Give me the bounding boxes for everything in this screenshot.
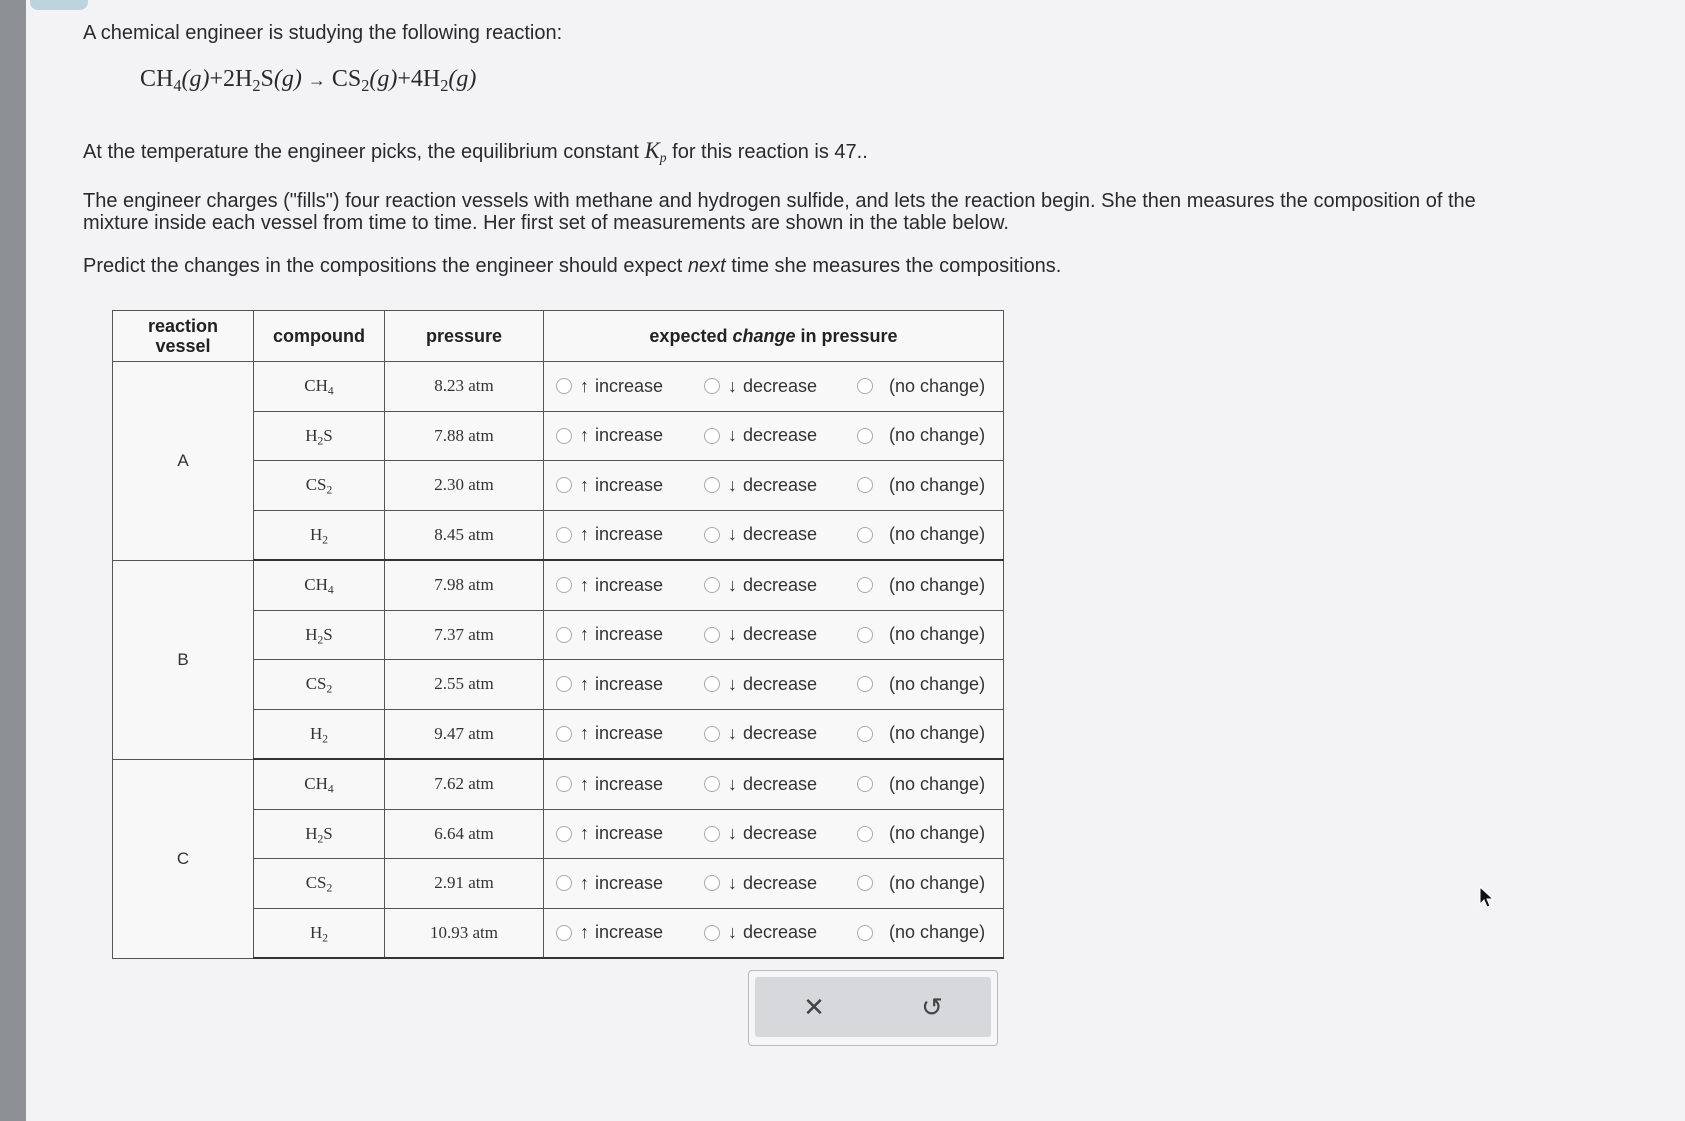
undo-icon: ↺ (921, 991, 943, 1022)
arrow-down-icon: ↓ (728, 574, 737, 595)
radio-button[interactable] (704, 726, 720, 742)
compound-cell: $H_2S$ (254, 610, 385, 660)
radio-button[interactable] (857, 477, 873, 493)
pressure-cell: 6.64 atm (385, 809, 544, 859)
header-pressure: pressure (385, 311, 544, 362)
arrow-down-icon: ↓ (728, 425, 737, 446)
decrease-option[interactable] (704, 922, 857, 943)
change-options (544, 411, 1004, 461)
arrow-up-icon: ↑ (580, 375, 589, 396)
option-label: decrease (743, 375, 818, 396)
option-label: (no change) (889, 922, 986, 943)
no-change-option[interactable] (857, 674, 987, 695)
option-label: (no change) (889, 723, 986, 744)
increase-option[interactable] (544, 674, 704, 695)
decrease-option[interactable] (704, 873, 857, 894)
vessel-label: B (113, 560, 254, 759)
radio-button[interactable] (556, 826, 572, 842)
option-label: increase (595, 624, 664, 645)
radio-button[interactable] (556, 527, 572, 543)
pressure-cell: 7.62 atm (385, 759, 544, 809)
close-icon: ✕ (803, 991, 825, 1022)
increase-option[interactable] (544, 425, 704, 446)
option-label: increase (595, 823, 664, 844)
option-label: decrease (743, 773, 818, 794)
arrow-down-icon: ↓ (728, 872, 737, 893)
option-label: increase (595, 673, 664, 694)
no-change-option[interactable] (857, 922, 987, 943)
radio-button[interactable] (857, 826, 873, 842)
no-change-option[interactable] (857, 873, 987, 894)
arrow-down-icon: ↓ (728, 723, 737, 744)
radio-button[interactable] (704, 826, 720, 842)
option-label: (no change) (889, 474, 986, 495)
compound-cell: $CH_4$ (254, 759, 385, 809)
radio-button[interactable] (857, 527, 873, 543)
answer-actions (748, 970, 998, 1046)
radio-button[interactable] (556, 676, 572, 692)
option-label: decrease (743, 474, 818, 495)
paragraph-line-1: The engineer charges ("fills") four reaction vessels with methane and hydrogen sulfide, and lets the reaction begin. She then measures the composition of the (83, 190, 1476, 212)
decrease-option[interactable] (704, 376, 857, 397)
no-change-option[interactable] (857, 475, 987, 496)
arrow-up-icon: ↑ (580, 425, 589, 446)
arrow-down-icon: ↓ (728, 375, 737, 396)
decrease-option[interactable] (704, 575, 857, 596)
option-label: decrease (743, 823, 818, 844)
radio-button[interactable] (556, 378, 572, 394)
decrease-option[interactable] (704, 524, 857, 545)
radio-button[interactable] (857, 577, 873, 593)
option-label: increase (595, 425, 664, 446)
option-label: decrease (743, 872, 818, 893)
top-tab[interactable] (30, 0, 88, 10)
pressure-cell: 2.55 atm (385, 660, 544, 710)
arrow-up-icon: ↑ (580, 624, 589, 645)
arrow-up-icon: ↑ (580, 872, 589, 893)
arrow-up-icon: ↑ (580, 823, 589, 844)
option-label: decrease (743, 673, 818, 694)
arrow-up-icon: ↑ (580, 773, 589, 794)
option-label: increase (595, 872, 664, 893)
table-row (113, 759, 1004, 809)
radio-button[interactable] (556, 627, 572, 643)
increase-option[interactable] (544, 575, 704, 596)
option-label: decrease (743, 425, 818, 446)
radio-button[interactable] (556, 577, 572, 593)
increase-option[interactable] (544, 624, 704, 645)
change-options (544, 560, 1004, 610)
vessel-label: A (113, 362, 254, 561)
arrow-down-icon: ↓ (728, 823, 737, 844)
option-label: (no change) (889, 574, 986, 595)
table-row (113, 560, 1004, 610)
decrease-option[interactable] (704, 624, 857, 645)
left-window-strip (0, 0, 26, 1121)
pressure-cell: 2.91 atm (385, 859, 544, 909)
option-label: (no change) (889, 872, 986, 893)
radio-button[interactable] (857, 875, 873, 891)
change-options (544, 660, 1004, 710)
arrow-up-icon: ↑ (580, 574, 589, 595)
increase-option[interactable] (544, 376, 704, 397)
radio-button[interactable] (857, 776, 873, 792)
increase-option[interactable] (544, 475, 704, 496)
option-label: increase (595, 922, 664, 943)
kp-sentence: At the temperature the engineer picks, the equilibrium constant $K_p$ for this reaction is 47.. (83, 138, 868, 166)
change-options (544, 709, 1004, 759)
arrow-down-icon: ↓ (728, 624, 737, 645)
radio-button[interactable] (857, 726, 873, 742)
option-label: increase (595, 474, 664, 495)
pressure-cell: 7.88 atm (385, 411, 544, 461)
radio-button[interactable] (704, 577, 720, 593)
compound-cell: $H_2S$ (254, 809, 385, 859)
increase-option[interactable] (544, 524, 704, 545)
change-options (544, 859, 1004, 909)
compound-cell: $CS_2$ (254, 461, 385, 511)
radio-button[interactable] (704, 627, 720, 643)
header-compound: compound (254, 311, 385, 362)
radio-button[interactable] (857, 925, 873, 941)
radio-button[interactable] (704, 875, 720, 891)
arrow-down-icon: ↓ (728, 474, 737, 495)
compound-cell: $H_2$ (254, 908, 385, 958)
arrow-down-icon: ↓ (728, 673, 737, 694)
option-label: (no change) (889, 673, 986, 694)
arrow-up-icon: ↑ (580, 673, 589, 694)
option-label: (no change) (889, 823, 986, 844)
option-label: decrease (743, 922, 818, 943)
no-change-option[interactable] (857, 376, 987, 397)
change-options (544, 461, 1004, 511)
compound-cell: $CH_4$ (254, 560, 385, 610)
decrease-option[interactable] (704, 823, 857, 844)
arrow-up-icon: ↑ (580, 723, 589, 744)
no-change-option[interactable] (857, 723, 987, 744)
option-label: (no change) (889, 773, 986, 794)
increase-option[interactable] (544, 774, 704, 795)
increase-option[interactable] (544, 723, 704, 744)
table-row (113, 362, 1004, 412)
pressure-cell: 8.45 atm (385, 510, 544, 560)
pressure-cell: 2.30 atm (385, 461, 544, 511)
option-label: increase (595, 375, 664, 396)
pressure-cell: 7.37 atm (385, 610, 544, 660)
change-options (544, 809, 1004, 859)
radio-button[interactable] (857, 627, 873, 643)
no-change-option[interactable] (857, 774, 987, 795)
change-options (544, 362, 1004, 412)
paragraph-line-2: mixture inside each vessel from time to time. Her first set of measurements are shown in the table below. (83, 212, 1009, 234)
increase-option[interactable] (544, 823, 704, 844)
arrow-down-icon: ↓ (728, 773, 737, 794)
compound-cell: $CS_2$ (254, 660, 385, 710)
no-change-option[interactable] (857, 524, 987, 545)
reaction-equation: $CH_4(g)+2H_2S(g) \to CS_2(g)+4H_2(g)$ (140, 66, 477, 95)
no-change-option[interactable] (857, 425, 987, 446)
option-label: (no change) (889, 524, 986, 545)
pressure-cell: 8.23 atm (385, 362, 544, 412)
option-label: increase (595, 524, 664, 545)
decrease-option[interactable] (704, 425, 857, 446)
radio-button[interactable] (556, 428, 572, 444)
option-label: decrease (743, 624, 818, 645)
option-label: increase (595, 574, 664, 595)
compound-cell: $CS_2$ (254, 859, 385, 909)
header-expected-change: expected change in pressure (544, 311, 1004, 362)
radio-button[interactable] (556, 776, 572, 792)
change-options (544, 610, 1004, 660)
option-label: decrease (743, 574, 818, 595)
radio-button[interactable] (857, 428, 873, 444)
decrease-option[interactable] (704, 774, 857, 795)
option-label: decrease (743, 723, 818, 744)
radio-button[interactable] (857, 676, 873, 692)
option-label: increase (595, 723, 664, 744)
radio-button[interactable] (704, 477, 720, 493)
arrow-up-icon: ↑ (580, 524, 589, 545)
radio-button[interactable] (704, 925, 720, 941)
no-change-option[interactable] (857, 624, 987, 645)
intro-text: A chemical engineer is studying the following reaction: (83, 22, 563, 44)
radio-button[interactable] (704, 378, 720, 394)
option-label: (no change) (889, 624, 986, 645)
radio-button[interactable] (556, 726, 572, 742)
compound-cell: $CH_4$ (254, 362, 385, 412)
pressure-cell: 10.93 atm (385, 908, 544, 958)
arrow-down-icon: ↓ (728, 922, 737, 943)
compound-cell: $H_2$ (254, 709, 385, 759)
radio-button[interactable] (704, 776, 720, 792)
option-label: (no change) (889, 375, 986, 396)
option-label: increase (595, 773, 664, 794)
vessel-label: C (113, 759, 254, 958)
decrease-option[interactable] (704, 475, 857, 496)
pressure-cell: 7.98 atm (385, 560, 544, 610)
decrease-option[interactable] (704, 723, 857, 744)
option-label: decrease (743, 524, 818, 545)
predict-text: Predict the changes in the compositions the engineer should expect next time she measures the compositions. (83, 255, 1062, 277)
no-change-option[interactable] (857, 823, 987, 844)
change-options (544, 510, 1004, 560)
decrease-option[interactable] (704, 674, 857, 695)
increase-option[interactable] (544, 873, 704, 894)
radio-button[interactable] (704, 428, 720, 444)
measurements-table (112, 310, 1004, 959)
radio-button[interactable] (704, 676, 720, 692)
header-reaction-vessel: reaction vessel (113, 311, 254, 362)
clear-button[interactable] (755, 977, 873, 1037)
change-options (544, 908, 1004, 958)
mouse-cursor-icon (1479, 886, 1495, 910)
increase-option[interactable] (544, 922, 704, 943)
radio-button[interactable] (857, 378, 873, 394)
radio-button[interactable] (556, 875, 572, 891)
arrow-up-icon: ↑ (580, 474, 589, 495)
pressure-cell: 9.47 atm (385, 709, 544, 759)
arrow-up-icon: ↑ (580, 922, 589, 943)
radio-button[interactable] (556, 925, 572, 941)
option-label: (no change) (889, 425, 986, 446)
radio-button[interactable] (556, 477, 572, 493)
compound-cell: $H_2S$ (254, 411, 385, 461)
undo-button[interactable] (873, 977, 991, 1037)
radio-button[interactable] (704, 527, 720, 543)
compound-cell: $H_2$ (254, 510, 385, 560)
arrow-down-icon: ↓ (728, 524, 737, 545)
change-options (544, 759, 1004, 809)
no-change-option[interactable] (857, 575, 987, 596)
